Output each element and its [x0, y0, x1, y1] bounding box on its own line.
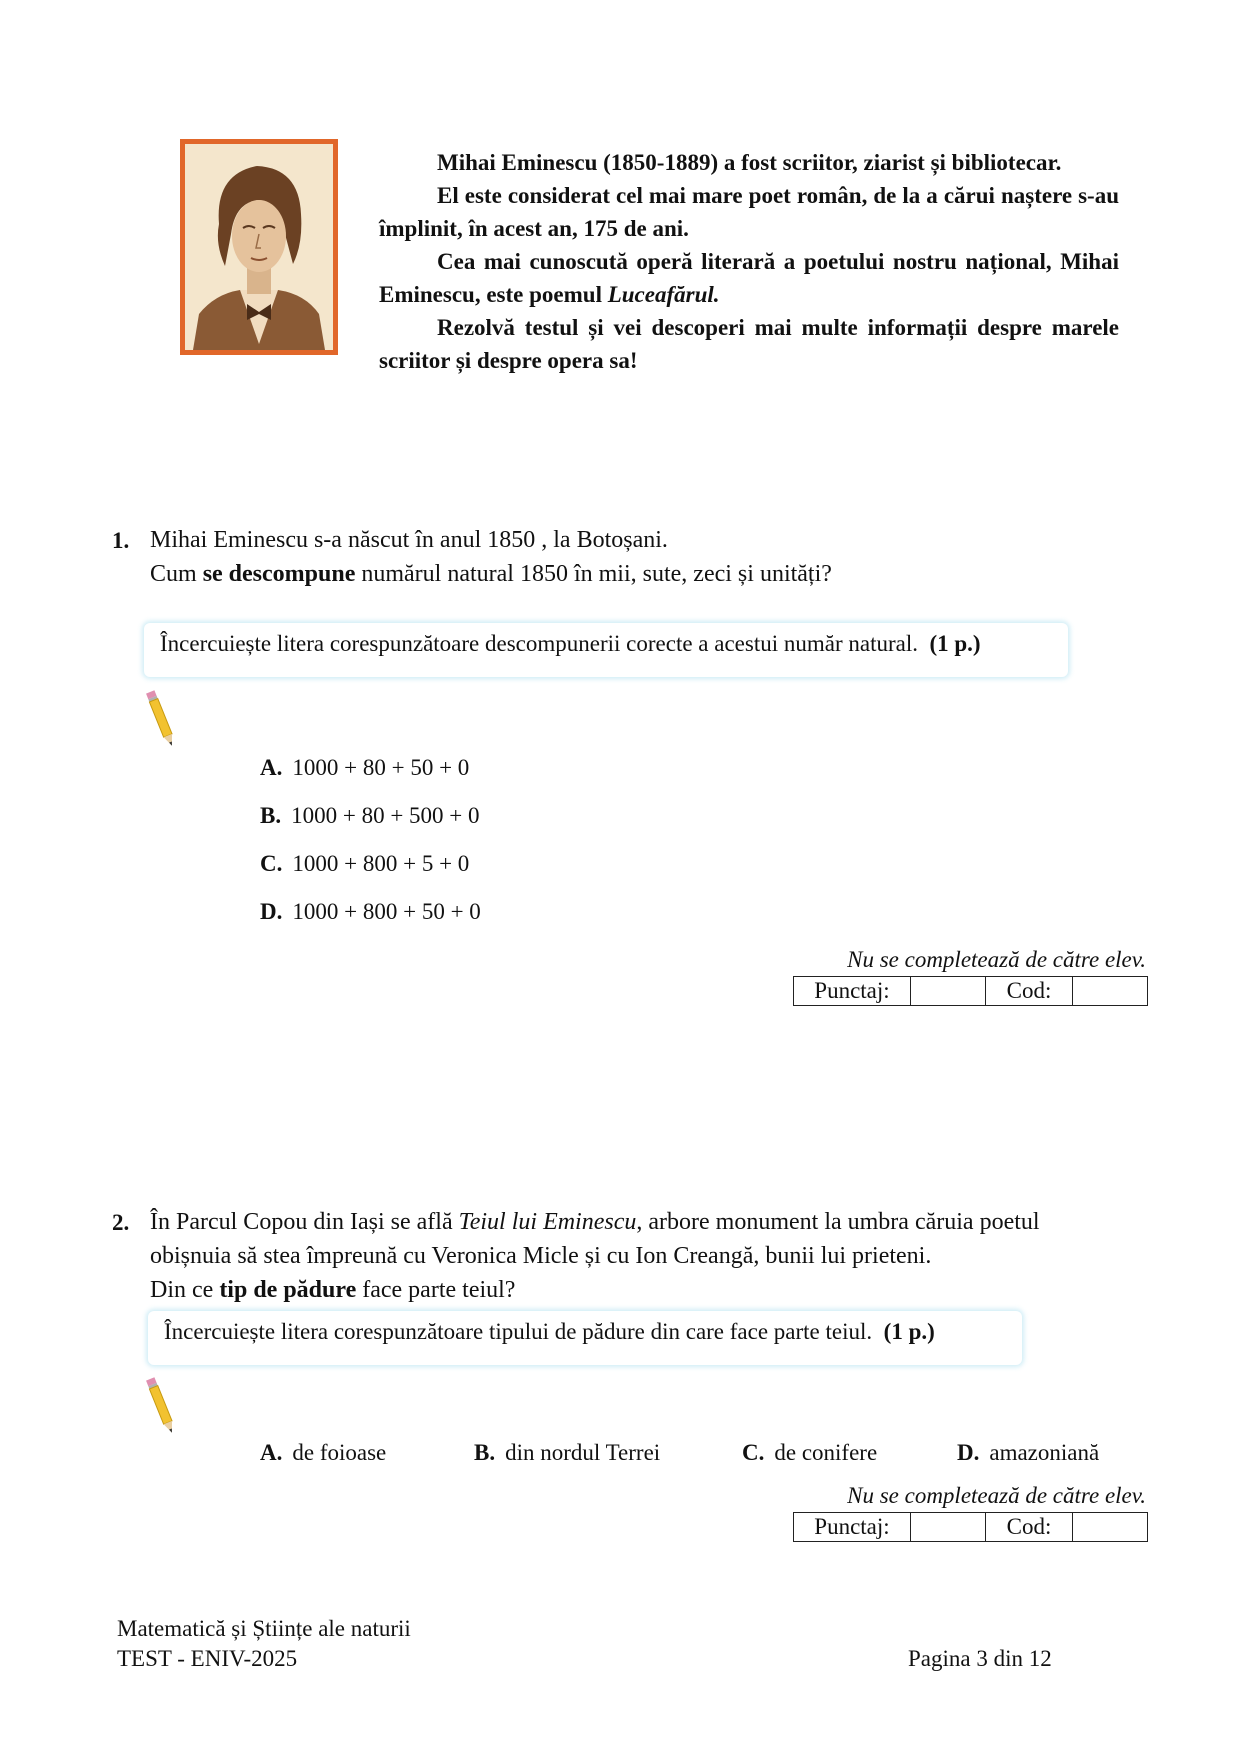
score-label: Punctaj: — [794, 1513, 911, 1542]
option-text: din nordul Terrei — [505, 1440, 661, 1465]
question-2-option-c[interactable] — [742, 1440, 877, 1466]
question-2-line-1 — [150, 1205, 1110, 1239]
question-1-number: 1. — [112, 528, 130, 553]
question-1-keyword: se descompune — [202, 561, 356, 587]
question-1-option-b[interactable] — [260, 803, 480, 829]
question-1-line-2 — [150, 557, 1110, 591]
question-2-option-b[interactable] — [474, 1440, 660, 1466]
question-2-number: 2. — [112, 1210, 130, 1235]
question-1-score-box — [793, 976, 1148, 1006]
score-field[interactable] — [911, 977, 986, 1006]
question-1-option-a[interactable] — [260, 755, 469, 781]
question-2-line-1-post: , arbore monument la umbra căruia poetul — [636, 1209, 1040, 1235]
question-1-line-2-pre: Cum — [150, 561, 203, 587]
footer-left — [117, 1614, 411, 1674]
question-2-score-box — [793, 1512, 1148, 1542]
question-1-line-1: Mihai Eminescu s-a născut în anul 1850 , la Botoșani. — [150, 527, 668, 553]
question-2-points: (1 p.) — [883, 1319, 935, 1344]
question-1-option-d[interactable] — [260, 899, 481, 925]
code-label: Cod: — [986, 977, 1073, 1006]
intro-paragraph-4: Rezolvă testul și vei descoperi mai multe informații despre marele scriitor și despre opera sa! — [379, 315, 1119, 373]
question-2-line-3-post: face parte teiul? — [356, 1277, 516, 1303]
option-text: amazoniană — [989, 1440, 1100, 1465]
question-1-teacher-note: Nu se completează de către elev. — [847, 947, 1146, 972]
question-1-option-c[interactable] — [260, 851, 469, 877]
option-letter: B. — [474, 1440, 496, 1465]
option-letter: D. — [260, 899, 283, 924]
question-2-option-d[interactable] — [957, 1440, 1099, 1466]
option-text: 1000 + 800 + 5 + 0 — [292, 851, 470, 876]
question-2-teacher-note: Nu se completează de către elev. — [847, 1483, 1146, 1508]
intro-text — [379, 146, 1119, 377]
footer-page-number: Pagina 3 din 12 — [908, 1646, 1052, 1671]
question-1-text — [150, 523, 1110, 591]
question-2-option-a[interactable] — [260, 1440, 386, 1466]
code-label: Cod: — [986, 1513, 1073, 1542]
poem-title: Luceafărul. — [607, 282, 720, 307]
score-field[interactable] — [911, 1513, 986, 1542]
question-2-line-3 — [150, 1273, 1110, 1307]
intro-paragraph-3-text: Cea mai cunoscută operă literară a poetului nostru național, Mihai Eminescu, este poemul — [379, 249, 1119, 307]
question-2-line-2: obișnuia să stea împreună cu Veronica Micle și cu Ion Creangă, bunii lui prieteni. — [150, 1243, 932, 1269]
footer-test-id: TEST - ENIV-2025 — [117, 1646, 298, 1671]
footer-subject: Matematică și Științe ale naturii — [117, 1616, 411, 1641]
question-2-keyword: tip de pădure — [219, 1277, 357, 1303]
option-letter: C. — [260, 851, 283, 876]
intro-paragraph-1: Mihai Eminescu (1850-1889) a fost scriitor, ziarist și bibliotecar. — [437, 150, 1062, 175]
score-label: Punctaj: — [794, 977, 911, 1006]
intro-paragraph-3 — [379, 245, 1119, 311]
question-1-instruction-text: Încercuiește litera corespunzătoare descompunerii corecte a acestui număr natural. — [160, 631, 918, 656]
pencil-icon — [146, 1375, 176, 1439]
question-2-text — [150, 1205, 1110, 1307]
question-2-instruction — [148, 1311, 1022, 1365]
option-letter: A. — [260, 755, 283, 780]
question-1-instruction — [144, 623, 1068, 677]
code-field[interactable] — [1073, 977, 1148, 1006]
question-2-line-3-pre: Din ce — [150, 1277, 220, 1303]
question-2-instruction-text: Încercuiește litera corespunzătoare tipului de pădure din care face parte teiul. — [164, 1319, 873, 1344]
option-letter: C. — [742, 1440, 765, 1465]
intro-paragraph-2: El este considerat cel mai mare poet român, de la a cărui naștere s-au împlinit, în acest an, 175 de ani. — [379, 183, 1119, 241]
pencil-icon — [146, 688, 176, 752]
option-text: de foioase — [292, 1440, 387, 1465]
question-2-line-1-pre: În Parcul Copou din Iași se află — [150, 1209, 459, 1235]
option-text: de conifere — [774, 1440, 878, 1465]
code-field[interactable] — [1073, 1513, 1148, 1542]
option-letter: B. — [260, 803, 282, 828]
portrait-image — [180, 139, 338, 355]
option-letter: A. — [260, 1440, 283, 1465]
option-letter: D. — [957, 1440, 980, 1465]
question-1-points: (1 p.) — [929, 631, 981, 656]
question-1-line-2-post: numărul natural 1850 în mii, sute, zeci și unități? — [355, 561, 832, 587]
option-text: 1000 + 800 + 50 + 0 — [292, 899, 481, 924]
option-text: 1000 + 80 + 50 + 0 — [292, 755, 470, 780]
option-text: 1000 + 80 + 500 + 0 — [291, 803, 480, 828]
tree-name: Teiul lui Eminescu — [458, 1209, 637, 1235]
